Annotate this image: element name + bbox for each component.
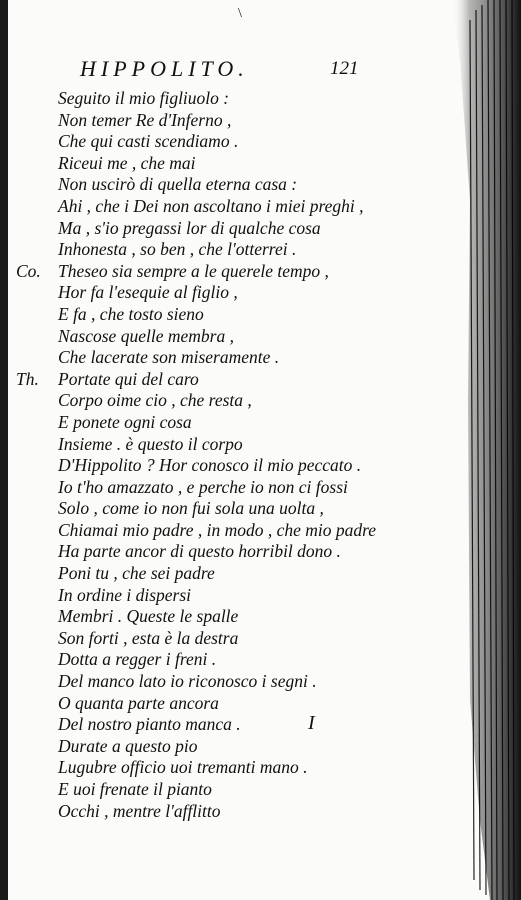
verse-line [0,455,470,477]
verse-line [0,282,470,304]
verse-line [0,520,470,542]
verse-line [0,714,470,736]
verse-text: Son forti , esta è la destra [58,627,239,648]
verse-line [0,390,470,412]
verse-line [0,88,470,110]
verse-text: Durate a questo pio [58,735,198,756]
verse-text: Hor fa l'esequie al figlio , [58,282,238,303]
verse-text: Del manco lato io riconosco i segni . [58,671,317,692]
verse-line [0,304,470,326]
verse-text: Ahi , che i Dei non ascoltano i miei preghi , [58,195,364,216]
verse-text: E fa , che tosto sieno [58,303,204,324]
verse-text: Theseo sia sempre a le querele tempo , [58,260,329,281]
verse-text: Io t'ho amazzato , e perche io non ci fossi [58,476,348,497]
signature-mark: I [308,712,315,734]
verse-line [0,174,470,196]
verse-line [0,757,470,779]
verse-line [0,434,470,456]
verse-text: Insieme . è questo il corpo [58,433,243,454]
verse-line [0,153,470,175]
verse-text: Occhi , mentre l'afflitto [58,800,221,821]
verse-text: Ma , s'io pregassi lor di qualche cosa [58,217,321,238]
verse-text: Del nostro pianto manca . [58,714,241,735]
verse-text: Membri . Queste le spalle [58,606,239,627]
verse-text: D'Hippolito ? Hor conosco il mio peccato . [58,455,362,476]
verse-text: E ponete ogni cosa [58,411,192,432]
verse-line [0,628,470,650]
verse-text: Poni tu , che sei padre [58,563,215,584]
verse-text: Chiamai mio padre , in modo , che mio padre [58,519,377,540]
verse-line [0,541,470,563]
verse-line [0,196,470,218]
verse-line [0,477,470,499]
verse-line [0,671,470,693]
verse-line [0,239,470,261]
verse-text: Portate qui del caro [58,368,199,389]
verse-line [0,585,470,607]
verse-line [0,369,470,391]
verse-line [0,326,470,348]
verse-line [0,131,470,153]
verse-line [0,649,470,671]
verse-text: Non uscirò di quella eterna casa : [58,174,298,195]
verse-text: Non temer Re d'Inferno , [58,109,232,130]
verse-text: Ha parte ancor di questo horribil dono . [58,541,341,562]
verse-line [0,347,470,369]
page-number: 121 [330,58,359,79]
speaker-label: Th. [16,368,39,389]
verse-line [0,412,470,434]
verse-line [0,498,470,520]
verse-line [0,693,470,715]
verse-line [0,801,470,823]
verse-text: Nascose quelle membra , [58,325,234,346]
verse-text: O quanta parte ancora [58,692,219,713]
verse-line [0,563,470,585]
verse-line [0,261,470,283]
verse-text: Lugubre officio uoi tremanti mano . [58,757,308,778]
verse-text: Inhonesta , so ben , che l'otterrei . [58,239,297,260]
verse-line [0,736,470,758]
verse-line [0,110,470,132]
verse-line [0,779,470,801]
speaker-label: Co. [16,260,41,281]
running-title: HIPPOLITO. [80,56,249,81]
verse-text: In ordine i dispersi [58,584,192,605]
scribble-mark: \ [238,6,242,21]
verse-text: Corpo oime cio , che resta , [58,390,252,411]
verse-text: E uoi frenate il pianto [58,779,212,799]
verse-text: Solo , come io non fui sola una uolta , [58,498,324,519]
verse-line [0,218,470,240]
verse-text: Che qui casti scendiamo . [58,131,239,152]
verse-text: Dotta a regger i freni . [58,649,217,670]
verse-block [0,88,470,822]
verse-text: Seguito il mio figliuolo : [58,88,230,108]
verse-text: Che lacerate son miseramente . [58,347,280,368]
verse-line [0,606,470,628]
verse-text: Riceui me , che mai [58,152,196,173]
